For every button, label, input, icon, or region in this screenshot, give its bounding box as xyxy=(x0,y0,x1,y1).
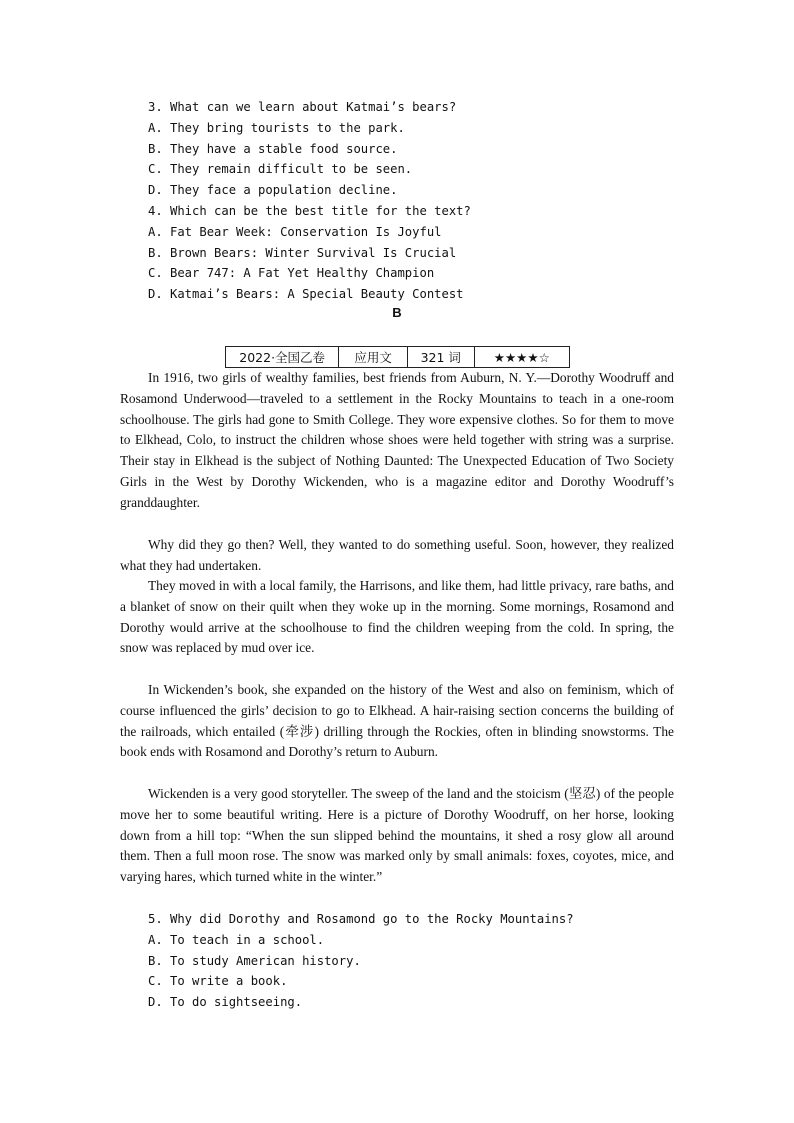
difficulty-cell: ★★★★☆ xyxy=(493,349,550,365)
option-d: D. They face a population decline. xyxy=(148,183,398,198)
option-b: B. They have a stable food source. xyxy=(148,141,398,156)
option-a: A. To teach in a school. xyxy=(148,932,325,947)
passage-paragraph-2: Why did they go then? Well, they wanted to do something useful. Soon, however, they realized what they had undertaken. xyxy=(120,537,674,573)
option-a: A. They bring tourists to the park. xyxy=(148,120,405,135)
option-c: C. Bear 747: A Fat Yet Healthy Champion xyxy=(148,266,435,281)
option-d: D. Katmai’s Bears: A Special Beauty Contest xyxy=(148,287,464,302)
question-5 xyxy=(148,909,574,1013)
option-b: B. To study American history. xyxy=(148,953,361,968)
genre-cell: 应用文 xyxy=(339,347,408,367)
passage-paragraph-4: In Wickenden’s book, she expanded on the history of the West and also on feminism, which of course influenced the girls’ decision to go to Elkhead. A hair-raising section concerns the building of the railroads, which entailed (牵涉) drilling through the Rockies, often in blinding snowstorms. The book ends with Rosamond and Dorothy’s return to Auburn. xyxy=(120,682,674,760)
option-c: C. To write a book. xyxy=(148,974,288,989)
question-3 xyxy=(148,97,456,201)
question-stem: 4. Which can be the best title for the text? xyxy=(148,204,471,218)
question-stem: 3. What can we learn about Katmai’s bears? xyxy=(148,100,457,114)
option-a: A. Fat Bear Week: Conservation Is Joyful xyxy=(148,224,442,239)
section-label: B xyxy=(392,305,402,320)
info-box xyxy=(225,346,570,368)
option-d: D. To do sightseeing. xyxy=(148,995,303,1010)
passage-paragraph-1: In 1916, two girls of wealthy families, best friends from Auburn, N. Y.—Dorothy Woodruff and Rosamond Underwood—traveled to a settlement in the Rocky Mountains to teach in a one-room schoolhouse. The girls had gone to Smith College. They wore expensive clothes. So for them to move to Elkhead, Colo, to instruct the children whose shoes were held together with string was a surprise. Their stay in Elkhead is the subject of Nothing Daunted: The Unexpected Education of Two Society Girls in the West by Dorothy Wickenden, who is a magazine editor and Dorothy Woodruff’s granddaughter. xyxy=(120,370,674,510)
source-cell: 2022·全国乙卷 xyxy=(226,347,339,367)
passage-paragraph-5: Wickenden is a very good storyteller. The sweep of the land and the stoicism (坚忍) of the people move her to some beautiful writing. Here is a picture of Dorothy Woodruff, on her horse, looking down from a hill top: “When the sun slipped behind the mountains, it shed a rosy glow all around them. Then a full moon rose. The snow was marked only by small animals: foxes, coyotes, mice, and varying hares, which turned white in the winter.” xyxy=(120,786,674,885)
word-count-cell: 321 词 xyxy=(408,347,475,367)
option-c: C. They remain difficult to be seen. xyxy=(148,162,413,177)
passage-paragraph-3: They moved in with a local family, the Harrisons, and like them, had little privacy, rare baths, and a blanket of snow on their quilt when they woke up in the morning. Some mornings, Rosamond and Dorothy would arrive at the schoolhouse to find the children weeping from the cold. In spring, the snow was replaced by mud over ice. xyxy=(120,578,674,656)
option-b: B. Brown Bears: Winter Survival Is Crucial xyxy=(148,245,457,260)
question-stem: 5. Why did Dorothy and Rosamond go to the Rocky Mountains? xyxy=(148,912,574,926)
question-4 xyxy=(148,201,471,305)
